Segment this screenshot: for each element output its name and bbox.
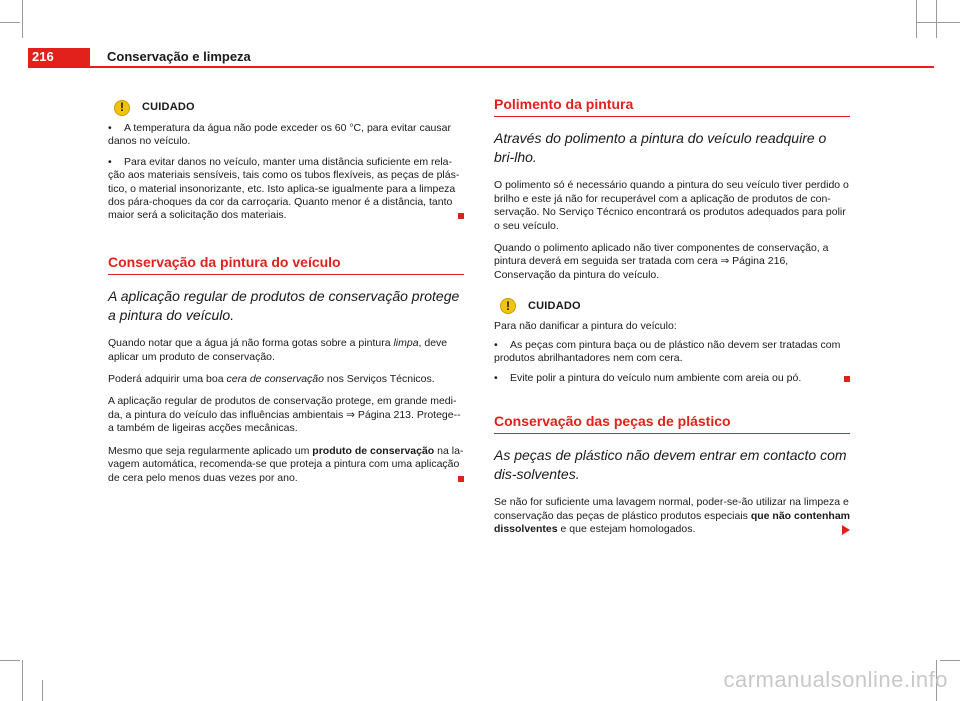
caution-bullet: • As peças com pintura baça ou de plástico não devem ser tratadas com produtos abrilhantadores nem com cera. (494, 338, 841, 365)
paragraph: Quando notar que a água já não forma gotas sobre a pintura limpa, deve aplicar um produto de conservação. (108, 337, 448, 363)
caution-lead: Para não danificar a pintura do veículo: (494, 320, 677, 333)
section-heading: Polimento da pintura (494, 98, 850, 117)
bullet-icon: • (108, 155, 112, 168)
caution-title: CUIDADO (528, 299, 581, 312)
continue-arrow-icon (842, 525, 850, 535)
paragraph: Se não for suficiente uma lavagem normal, poder-se-ão utilizar na limpeza e conservação das peças de plástico produtos especiais que não contenham dissolventes e que estejam homologados. (494, 496, 851, 536)
caution-bullet: • A temperatura da água não pode exceder os 60 °C, para evitar causar danos no veículo. (108, 122, 451, 148)
crop-mark (916, 22, 960, 23)
section-intro: Através do polimento a pintura do veículo readquire o bri-lho. (494, 130, 827, 166)
paragraph: Mesmo que seja regularmente aplicado um produto de conservação na la-vagem automática, recomenda-se que proteja a pintura com uma aplicação de cera pelo menos duas vezes por ano. (108, 444, 464, 484)
paragraph: O polimento só é necessário quando a pintura do seu veículo tiver perdido o brilho e este já não for recuperável com a aplicação de produtos de con-servação. No Serviço Técnico encontrará os produtos adequados para polir o seu veículo. (494, 179, 849, 232)
bullet-icon: • (108, 122, 112, 134)
section-heading: Conservação da pintura do veículo (108, 256, 464, 275)
caution-heading (108, 98, 464, 118)
header-title: Conservação e limpeza (107, 49, 251, 64)
crop-mark (22, 660, 23, 701)
left-column (108, 98, 464, 494)
exclamation-warning-icon: ! (114, 100, 130, 116)
crop-mark (22, 0, 23, 38)
paragraph: Poderá adquirir uma boa cera de conservação nos Serviços Técnicos. (108, 373, 435, 386)
page-number: 216 (28, 48, 90, 66)
watermark: carmanualsonline.info (723, 667, 948, 692)
paragraph: Quando o polimento aplicado não tiver componentes de conservação, a pintura deverá em seguida ser tratada com cera ⇒ Página 216, Conservação da pintura do veículo. (494, 242, 829, 281)
caution-bullet: • Evite polir a pintura do veículo num ambiente com areia ou pó. (494, 372, 850, 385)
section-intro: A aplicação regular de produtos de conservação protege a pintura do veículo. (108, 288, 460, 324)
crop-mark (42, 680, 43, 701)
section-end-icon (458, 476, 464, 482)
crop-mark (940, 660, 960, 661)
header-divider (28, 66, 934, 68)
section-intro: As peças de plástico não devem entrar em contacto com dis-solventes. (494, 447, 847, 483)
bullet-icon: • (494, 372, 498, 385)
crop-mark (916, 0, 917, 38)
section-end-icon (458, 213, 464, 219)
exclamation-warning-icon: ! (500, 298, 516, 314)
caution-heading (494, 296, 850, 316)
section-end-icon (844, 376, 850, 382)
crop-mark (0, 22, 20, 23)
crop-mark (0, 660, 20, 661)
crop-mark (936, 0, 937, 38)
paragraph: A aplicação regular de produtos de conservação protege, em grande medi-da, a pintura do veículo das influências ambientais ⇒ Página 213. Protege--a também de ligeiras acções mecânicas. (108, 395, 461, 435)
right-column (494, 98, 850, 546)
caution-title: CUIDADO (142, 101, 195, 114)
bullet-icon: • (494, 338, 498, 351)
caution-bullet: • Para evitar danos no veículo, manter uma distância suficiente em rela-ção aos materiais sensíveis, tais como os tubos flexíveis, as peças de plás-tico, o material insonorizante, etc. Isto aplica-se igualmente para a limpeza dos pára-choques da cor da carroçaria. Quanto menor é a distância, tanto maior será a solicitação dos materiais. (108, 156, 464, 223)
section-heading: Conservação das peças de plástico (494, 415, 850, 434)
